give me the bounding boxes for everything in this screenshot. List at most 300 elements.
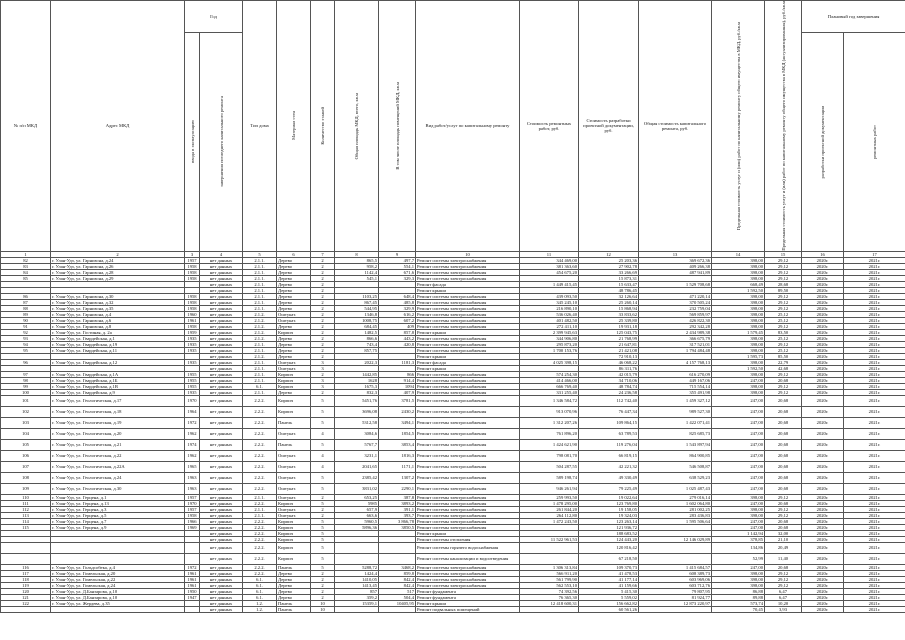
header-year-built: ввода в эксплуатацию — [185, 32, 200, 251]
row-cost-total: 292 342,28 — [639, 323, 712, 329]
row-work-type: Ремонт системы электроснабжения — [416, 483, 520, 494]
row-total-area: 15359,1 — [335, 600, 379, 606]
row-wall-material: Кирпич — [277, 377, 311, 383]
row-repair-year: 2021г. — [844, 311, 905, 317]
row-total-area: 5896,36 — [335, 524, 379, 530]
row-limit-unit: 398,00 — [712, 389, 765, 395]
row-cost-total: 279 016,14 — [639, 494, 712, 500]
row-design-year: 2020г. — [802, 359, 844, 365]
row-design-year: 2020г. — [802, 323, 844, 329]
row-repair-year: 2021г. — [844, 275, 905, 281]
row-address: г. Улан-Удэ, ул. Геологическая, д.20 — [51, 428, 185, 439]
row-cost-design: 109 864,15 — [579, 417, 639, 428]
row-wall-material: Оштукат. — [277, 512, 311, 518]
row-floors: 5 — [311, 417, 335, 428]
row-design-year: 2020г. — [802, 417, 844, 428]
row-year-built: 1962 — [185, 428, 200, 439]
header-house-type: Тип дома — [243, 1, 277, 252]
row-year-built: 1964 — [185, 406, 200, 417]
row-wall-material: Кирпич — [277, 500, 311, 506]
column-number: 13 — [639, 251, 712, 257]
row-year-repair: нет данных — [200, 461, 243, 472]
row-repair-year: 2021г. — [844, 506, 905, 512]
table-row — [1, 439, 905, 450]
row-cost-design: 19 158,05 — [579, 506, 639, 512]
row-floors: 2 — [311, 576, 335, 582]
row-limit-unit2: 20,68 — [765, 439, 802, 450]
row-limit-unit: 247,00 — [712, 450, 765, 461]
table-body — [1, 257, 905, 612]
row-number: 122 — [1, 600, 51, 606]
row-address: г. Улан-Удэ, ул. Герцена, д.7 — [51, 518, 185, 524]
row-house-type: 2.2.2. — [243, 530, 277, 536]
row-cost-total: 603 969,06 — [639, 576, 712, 582]
row-limit-unit2: 29,12 — [765, 383, 802, 389]
row-design-year: 2020г. — [802, 461, 844, 472]
row-limit-unit2: 20,68 — [765, 377, 802, 383]
row-floors: 5 — [311, 530, 335, 536]
row-limit-unit2: 25,12 — [765, 335, 802, 341]
row-limit-unit2: 29,12 — [765, 257, 802, 263]
header-cost-total: Общая стоимость капитального ремонта, руб. — [639, 1, 712, 252]
row-cost-total — [639, 553, 712, 564]
row-repair-year: 2021г. — [844, 439, 905, 450]
row-cost-design: 5 559,02 — [579, 594, 639, 600]
row-floors: 2 — [311, 311, 335, 317]
row-cost-total — [639, 606, 712, 612]
header-limit-unit2: Предельная стоимость услуг и (или) работ по капитальному ремонту общего имущества в МКД (актуализированная), руб./кв.м — [765, 1, 802, 252]
row-number: 93 — [1, 335, 51, 341]
row-number: 117 — [1, 570, 51, 576]
row-cost-total: 1 415 684,57 — [639, 564, 712, 570]
row-limit-unit: 398,00 — [712, 512, 765, 518]
row-limit-unit: 89,88 — [712, 594, 765, 600]
row-cost-works: 798 081,70 — [520, 450, 579, 461]
row-house-type: 2.1.1. — [243, 275, 277, 281]
row-wall-material: Кирпич — [277, 406, 311, 417]
row-cost-works: 76 365,30 — [520, 594, 579, 600]
row-work-type: Ремонт системы электроснабжения — [416, 341, 520, 347]
row-repair-year: 2021г. — [844, 588, 905, 594]
table-row — [1, 450, 905, 461]
row-year-built: 1935 — [185, 335, 200, 341]
row-cost-total: 715 554,14 — [639, 383, 712, 389]
row-address: г. Улан-Удэ, ул. Гарнизона, д.30 — [51, 293, 185, 299]
row-total-area: 3231,1 — [335, 450, 379, 461]
row-cost-works: 414 466,00 — [520, 377, 579, 383]
row-limit-unit2: 29,12 — [765, 341, 802, 347]
row-limit-unit2: 20,68 — [765, 472, 802, 483]
row-limit-unit2: 21,10 — [765, 536, 802, 542]
row-living-area — [379, 606, 416, 612]
row-living-area: 443,2 — [379, 335, 416, 341]
row-total-area: 1142,4 — [335, 269, 379, 275]
row-work-type: Ремонт фасада — [416, 281, 520, 287]
row-cost-design: 15 868,94 — [579, 305, 639, 311]
row-living-area: 517 — [379, 588, 416, 594]
row-cost-works: 4 025 398,15 — [520, 359, 579, 365]
row-cost-design: 123 263,14 — [579, 518, 639, 524]
row-living-area — [379, 553, 416, 564]
row-living-area: 1854,5 — [379, 428, 416, 439]
row-cost-total: 603 712,76 — [639, 582, 712, 588]
row-year-built: 1962 — [185, 450, 200, 461]
row-limit-unit2: 20,68 — [765, 500, 802, 506]
row-address: г. Улан-Удэ, ул. Геологическая, д.18 — [51, 406, 185, 417]
row-floors: 2 — [311, 335, 335, 341]
row-wall-material: Кирпич — [277, 524, 311, 530]
row-floors: 2 — [311, 299, 335, 305]
row-living-area: 409 — [379, 323, 416, 329]
row-wall-material: Дерево — [277, 570, 311, 576]
row-number: 119 — [1, 582, 51, 588]
row-cost-design: 41 159,66 — [579, 582, 639, 588]
row-number: 98 — [1, 377, 51, 383]
row-cost-works: 2 399 945,63 — [520, 329, 579, 335]
row-cost-design: 120 816,42 — [579, 542, 639, 553]
row-address: г. Улан-Удэ, ул. Гвардейская, д.1В — [51, 383, 185, 389]
row-floors: 2 — [311, 347, 335, 353]
row-limit-unit: 86,88 — [712, 588, 765, 594]
row-limit-unit: 398,00 — [712, 257, 765, 263]
row-year-repair: нет данных — [200, 450, 243, 461]
row-cost-works: 261 844,20 — [520, 506, 579, 512]
row-cost-design: 21 647,81 — [579, 341, 639, 347]
row-address: г. Улан-Удэ, ул. Гомельская, д.20 — [51, 570, 185, 576]
row-year-repair: нет данных — [200, 600, 243, 606]
row-cost-works: 536 026,40 — [520, 311, 579, 317]
row-cost-design: 67 218,50 — [579, 553, 639, 564]
table-row — [1, 406, 905, 417]
row-living-area: 866 — [379, 371, 416, 377]
row-house-type: 6.1. — [243, 582, 277, 588]
row-year-built: 1935 — [185, 347, 200, 353]
row-year-repair: нет данных — [200, 287, 243, 293]
row-floors: 3 — [311, 383, 335, 389]
row-limit-unit: 398,00 — [712, 582, 765, 588]
row-limit-unit2: 29,12 — [765, 275, 802, 281]
row-cost-total: 317 521,01 — [639, 341, 712, 347]
row-limit-unit2: 20,68 — [765, 395, 802, 406]
row-floors: 2 — [311, 353, 335, 359]
row-address: г. Улан-Удэ, ул. Герцена, д.9 — [51, 524, 185, 530]
column-number: 15 — [765, 251, 802, 257]
row-work-type: Ремонт системы электроснабжения — [416, 494, 520, 500]
row-design-year: 2020г. — [802, 395, 844, 406]
row-wall-material: Оштукат. — [277, 311, 311, 317]
row-cost-total: 12 146 029,89 — [639, 536, 712, 542]
row-cost-design: 25 203,36 — [579, 257, 639, 263]
row-address — [51, 542, 185, 553]
row-repair-year: 2021г. — [844, 377, 905, 383]
row-work-type: Ремонт крыши — [416, 530, 520, 536]
row-cost-total: 81 924,77 — [639, 594, 712, 600]
row-year-built: 1966 — [185, 518, 200, 524]
row-address: г. Улан-Удэ, ул. Гарнизона, д.29 — [51, 275, 185, 281]
row-total-area: 1346,8 — [335, 311, 379, 317]
row-cost-works: 589 198,74 — [520, 472, 579, 483]
row-house-type: 6.1. — [243, 383, 277, 389]
row-limit-unit: 1 579,45 — [712, 329, 765, 335]
row-floors: 10 — [311, 600, 335, 606]
row-design-year: 2020г. — [802, 450, 844, 461]
row-total-area: 1008,75 — [335, 317, 379, 323]
row-total-area: 545,1 — [335, 275, 379, 281]
row-living-area: 842,4 — [379, 582, 416, 588]
row-year-built: 1961 — [185, 570, 200, 576]
row-design-year: 2020г. — [802, 347, 844, 353]
row-design-year: 2020г. — [802, 542, 844, 553]
row-design-year: 2020г. — [802, 594, 844, 600]
row-address: г. Улан-Удэ, ул. Гвардейская, д.1Б — [51, 377, 185, 383]
row-house-type: 2.2.2. — [243, 518, 277, 524]
row-year-repair: нет данных — [200, 428, 243, 439]
row-address: г. Улан-Удэ, ул. Д.Банзарова, д.10 — [51, 588, 185, 594]
row-limit-unit: 1 592,50 — [712, 365, 765, 371]
row-cost-total: 370 505,24 — [639, 299, 712, 305]
row-design-year: 2020г. — [802, 389, 844, 395]
table-row — [1, 553, 905, 564]
row-wall-material: Кирпич — [277, 530, 311, 536]
row-cost-total: 638 529,23 — [639, 472, 712, 483]
row-cost-works: 331 255,40 — [520, 389, 579, 395]
row-wall-material: Кирпич — [277, 329, 311, 335]
row-living-area: 2290,1 — [379, 483, 416, 494]
row-house-type: 2.1.2. — [243, 353, 277, 359]
row-design-year: 2020г. — [802, 576, 844, 582]
row-number: 111 — [1, 500, 51, 506]
row-floors: 5 — [311, 564, 335, 570]
row-repair-year: 2021г. — [844, 594, 905, 600]
row-year-repair: нет данных — [200, 281, 243, 287]
row-year-repair: нет данных — [200, 542, 243, 553]
row-repair-year: 2021г. — [844, 600, 905, 606]
row-floors: 2 — [311, 329, 335, 335]
row-house-type: 2.1.1. — [243, 293, 277, 299]
header-living-area: В том числе площадь помещений МКД, кв.м — [379, 1, 416, 252]
row-house-type: 2.1.1. — [243, 512, 277, 518]
row-house-type: 6.1. — [243, 576, 277, 582]
row-total-area — [335, 553, 379, 564]
row-limit-unit: 247,00 — [712, 417, 765, 428]
row-house-type: 2.2.2. — [243, 542, 277, 553]
row-year-built: 1955 — [185, 377, 200, 383]
row-cost-total: 825 685,73 — [639, 428, 712, 439]
row-cost-works: 264 112,80 — [520, 512, 579, 518]
row-repair-year: 2021г. — [844, 530, 905, 536]
row-total-area: 5451,76 — [335, 395, 379, 406]
row-cost-design: 66 819,15 — [579, 450, 639, 461]
row-cost-design: 109 370,73 — [579, 564, 639, 570]
row-limit-unit2: 25,12 — [765, 311, 802, 317]
row-repair-year: 2021г. — [844, 500, 905, 506]
row-limit-unit: 398,00 — [712, 317, 765, 323]
row-total-area: 1675,3 — [335, 383, 379, 389]
row-cost-design: 124 443,20 — [579, 536, 639, 542]
row-repair-year: 2021г. — [844, 299, 905, 305]
row-cost-design: 25 339,80 — [579, 317, 639, 323]
row-floors: 3 — [311, 365, 335, 371]
row-address: г. Улан-Удэ, ул. Герцена, д.5 — [51, 512, 185, 518]
row-work-type: Ремонт системы электроснабжения — [416, 347, 520, 353]
row-limit-unit2: 29,12 — [765, 263, 802, 269]
row-repair-year: 2021г. — [844, 359, 905, 365]
row-work-type: Ремонт системы электроснабжения — [416, 406, 520, 417]
row-repair-year: 2021г. — [844, 564, 905, 570]
row-year-repair: нет данных — [200, 406, 243, 417]
row-year-repair: нет данных — [200, 472, 243, 483]
row-work-type: Ремонт системы электроснабжения — [416, 293, 520, 299]
row-wall-material: Дерево — [277, 323, 311, 329]
row-total-area: 5312,58 — [335, 417, 379, 428]
row-repair-year: 2021г. — [844, 389, 905, 395]
column-number: 17 — [844, 251, 905, 257]
row-cost-works: 1 449 415,45 — [520, 281, 579, 287]
row-cost-total: 471 220,14 — [639, 293, 712, 299]
row-floors: 4 — [311, 450, 335, 461]
row-cost-design: 15 873,31 — [579, 275, 639, 281]
row-number: 99 — [1, 383, 51, 389]
row-house-type: 2.2.2. — [243, 450, 277, 461]
row-number — [1, 606, 51, 612]
row-year-repair: нет данных — [200, 377, 243, 383]
row-cost-total: 426 822,30 — [639, 317, 712, 323]
row-total-area: 544,95 — [335, 305, 379, 311]
row-work-type: Ремонт системы электроснабжения — [416, 506, 520, 512]
row-limit-unit: 398,00 — [712, 305, 765, 311]
row-limit-unit2: 20,68 — [765, 417, 802, 428]
row-number: 107 — [1, 461, 51, 472]
row-house-type: 2.2.2. — [243, 536, 277, 542]
row-cost-design: 15 633,47 — [579, 281, 639, 287]
row-living-area: 485,8 — [379, 299, 416, 305]
row-year-built: 1958 — [185, 263, 200, 269]
row-house-type: 2.1.1. — [243, 305, 277, 311]
row-repair-year: 2021г. — [844, 512, 905, 518]
row-cost-works: 1 700 153,76 — [520, 347, 579, 353]
row-wall-material: Оштукат. — [277, 317, 311, 323]
header-year-repair: завершения последнего капитального ремонта — [200, 32, 243, 251]
row-design-year: 2020г. — [802, 536, 844, 542]
row-total-area: 743,4 — [335, 341, 379, 347]
row-living-area: 407,9 — [379, 389, 416, 395]
row-limit-unit2: 3,93 — [765, 606, 802, 612]
row-living-area: 504,4 — [379, 594, 416, 600]
row-floors: 2 — [311, 570, 335, 576]
row-address: г. Улан-Удэ, ул. Геологическая, д.24 — [51, 472, 185, 483]
row-floors: 2 — [311, 506, 335, 512]
row-number: 101 — [1, 395, 51, 406]
row-house-type: 2.1.1. — [243, 506, 277, 512]
row-living-area: 1307,2 — [379, 472, 416, 483]
row-number: 91 — [1, 323, 51, 329]
row-wall-material: Дерево — [277, 257, 311, 263]
row-living-area: 842,4 — [379, 576, 416, 582]
row-cost-total: 546 508,87 — [639, 461, 712, 472]
row-year-repair: нет данных — [200, 299, 243, 305]
row-limit-unit: 247,00 — [712, 377, 765, 383]
row-total-area: 1482,5 — [335, 329, 379, 335]
row-limit-unit: 247,00 — [712, 483, 765, 494]
row-design-year: 2020г. — [802, 518, 844, 524]
row-design-year: 2020г. — [802, 365, 844, 371]
row-wall-material: Панель — [277, 564, 311, 570]
row-wall-material: Панель — [277, 439, 311, 450]
row-design-year: 2020г. — [802, 564, 844, 570]
row-number: 113 — [1, 512, 51, 518]
row-design-year: 2020г. — [802, 299, 844, 305]
row-cost-works: 401 482,50 — [520, 317, 579, 323]
row-work-type: Ремонт крыши — [416, 353, 520, 359]
row-house-type: 2.1.1. — [243, 257, 277, 263]
row-limit-unit: 398,00 — [712, 311, 765, 317]
row-repair-year: 2021г. — [844, 305, 905, 311]
row-total-area: 1424,4 — [335, 570, 379, 576]
row-number: 114 — [1, 518, 51, 524]
row-floors: 2 — [311, 269, 335, 275]
row-limit-unit2: 29,12 — [765, 570, 802, 576]
row-cost-works: 1 346 584,72 — [520, 395, 579, 406]
row-cost-design: 19 931,18 — [579, 323, 639, 329]
row-year-repair: нет данных — [200, 269, 243, 275]
row-house-type: 2.1.1. — [243, 371, 277, 377]
row-cost-works: 1 306 313,84 — [520, 564, 579, 570]
row-limit-unit: 247,00 — [712, 406, 765, 417]
row-floors: 2 — [311, 263, 335, 269]
row-design-year: 2020г. — [802, 269, 844, 275]
header-floors: Количество этажей — [311, 1, 335, 252]
row-total-area: 657,9 — [335, 506, 379, 512]
row-limit-unit2: 20,68 — [765, 564, 802, 570]
row-limit-unit: 1 595,73 — [712, 353, 765, 359]
row-wall-material: Дерево — [277, 389, 311, 395]
row-year-built: 1935 — [185, 359, 200, 365]
row-work-type: Ремонт системы канализации и водоотведения — [416, 553, 520, 564]
row-wall-material: Оштукат. — [277, 359, 311, 365]
row-year-repair: нет данных — [200, 341, 243, 347]
row-limit-unit: 398,00 — [712, 269, 765, 275]
row-wall-material: Дерево — [277, 594, 311, 600]
row-total-area: 1410,05 — [335, 576, 379, 582]
row-number: 83 — [1, 263, 51, 269]
row-limit-unit2: 20,49 — [765, 542, 802, 553]
row-year-built: 1958 — [185, 305, 200, 311]
row-repair-year: 2021г. — [844, 287, 905, 293]
row-floors: 5 — [311, 536, 335, 542]
row-design-year: 2020г. — [802, 588, 844, 594]
row-design-year: 2020г. — [802, 371, 844, 377]
column-number: 16 — [802, 251, 844, 257]
row-house-type: 2.1.1. — [243, 269, 277, 275]
row-total-area: 5960,5 — [335, 518, 379, 524]
row-work-type: Ремонт системы электроснабжения — [416, 564, 520, 570]
row-year-built: 1961 — [185, 317, 200, 323]
row-work-type: Ремонт системы электроснабжения — [416, 371, 520, 377]
column-number: 1 — [1, 251, 51, 257]
row-year-built: 1970 — [185, 395, 200, 406]
row-house-type: 2.1.2. — [243, 311, 277, 317]
row-year-repair: нет данных — [200, 439, 243, 450]
row-limit-unit: 398,00 — [712, 263, 765, 269]
row-wall-material: Оштукат. — [277, 365, 311, 371]
row-limit-unit2: 85,50 — [765, 353, 802, 359]
row-address: г. Улан-Удэ, ул. Геологическая, д.21 — [51, 439, 185, 450]
row-work-type: Ремонт системы электроснабжения — [416, 377, 520, 383]
row-repair-year: 2021г. — [844, 341, 905, 347]
row-limit-unit2: 29,12 — [765, 582, 802, 588]
row-cost-works: 1 424 621,90 — [520, 439, 579, 450]
row-wall-material: Кирпич — [277, 371, 311, 377]
